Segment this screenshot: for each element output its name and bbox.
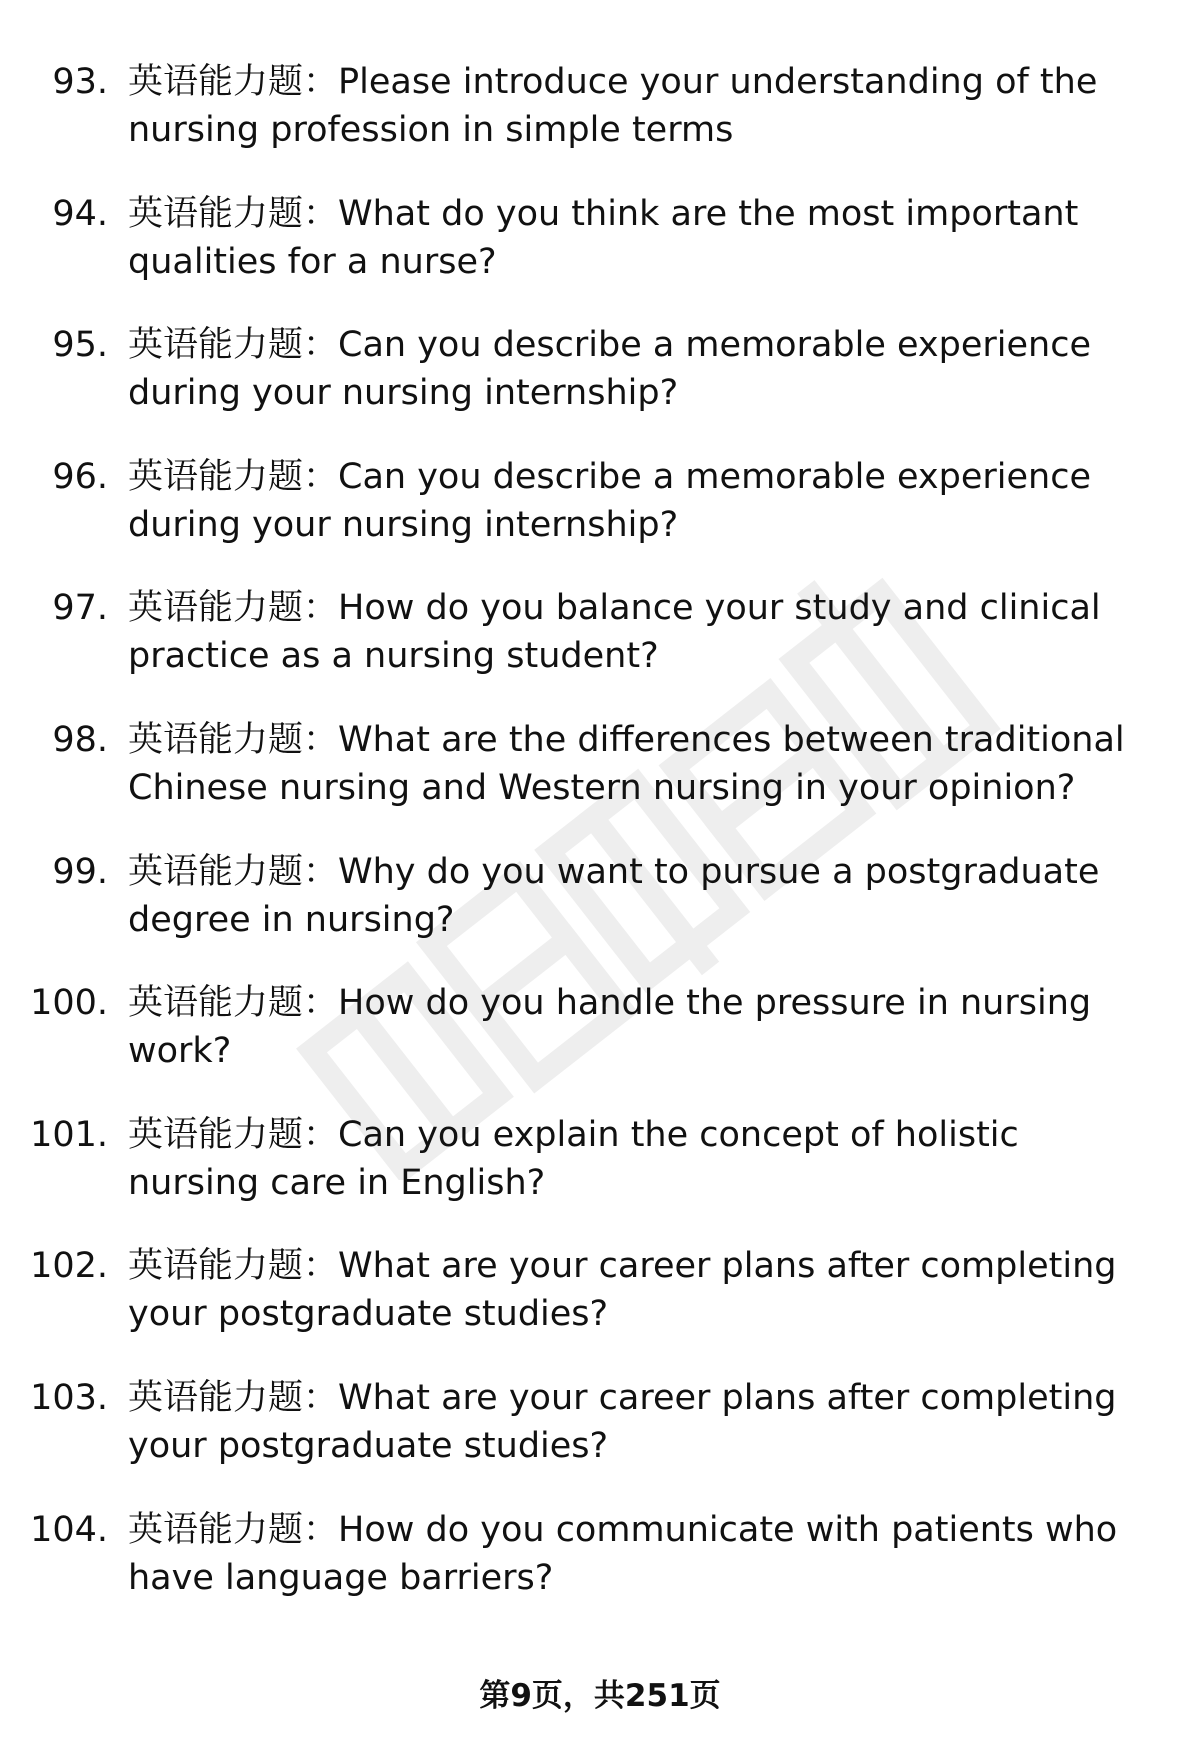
question-category: 英语能力题： <box>128 1509 339 1550</box>
question-body <box>128 321 1158 417</box>
question-number: 103. <box>30 1377 108 1418</box>
question-text: What are the differences between traditional Chinese nursing and Western nursing in your opinion? <box>128 719 1125 808</box>
question-category: 英语能力题： <box>128 983 339 1024</box>
question-body <box>128 848 1158 944</box>
page-footer: 第9页，共251页 <box>479 1678 721 1714</box>
list-item <box>0 453 1200 585</box>
list-item <box>0 1111 1200 1243</box>
list-item <box>0 979 1200 1111</box>
list-item <box>0 1506 1200 1638</box>
question-body <box>128 584 1158 680</box>
list-item <box>0 190 1200 322</box>
question-text: Why do you want to pursue a postgraduate degree in nursing? <box>128 851 1100 940</box>
question-category: 英语能力题： <box>128 1377 339 1418</box>
question-number: 95. <box>52 325 108 366</box>
question-text: How do you handle the pressure in nursing work? <box>128 983 1092 1072</box>
question-text: How do you balance your study and clinical practice as a nursing student? <box>128 588 1101 677</box>
question-number: 100. <box>30 983 108 1024</box>
list-item <box>0 321 1200 453</box>
question-category: 英语能力题： <box>128 456 339 497</box>
question-category: 英语能力题： <box>128 851 339 892</box>
list-item <box>0 716 1200 848</box>
question-number: 93. <box>52 62 108 102</box>
question-category: 英语能力题： <box>128 193 339 234</box>
question-text: Can you describe a memorable experience during your nursing internship? <box>128 325 1091 414</box>
list-item <box>0 1374 1200 1506</box>
question-text: Can you describe a memorable experience during your nursing internship? <box>128 456 1091 545</box>
question-text: Please introduce your understanding of the nursing profession in simple terms <box>128 62 1098 150</box>
question-number: 94. <box>52 193 108 234</box>
question-number: 98. <box>52 719 108 760</box>
question-body <box>128 1374 1158 1470</box>
question-category: 英语能力题： <box>128 62 339 102</box>
question-list <box>0 58 1200 1637</box>
question-body <box>128 58 1158 154</box>
question-body <box>128 1111 1158 1207</box>
question-number: 97. <box>52 588 108 629</box>
question-body <box>128 716 1158 812</box>
question-body <box>128 1242 1158 1338</box>
question-category: 英语能力题： <box>128 588 339 629</box>
question-body <box>128 190 1158 286</box>
question-number: 99. <box>52 851 108 892</box>
question-text: What are your career plans after completing your postgraduate studies? <box>128 1377 1117 1466</box>
question-number: 96. <box>52 456 108 497</box>
question-number: 102. <box>30 1246 108 1287</box>
question-body <box>128 1506 1158 1602</box>
question-category: 英语能力题： <box>128 719 339 760</box>
question-text: Can you explain the concept of holistic nursing care in English? <box>128 1114 1019 1203</box>
question-text: How do you communicate with patients who have language barriers? <box>128 1509 1118 1598</box>
question-body <box>128 979 1158 1075</box>
question-category: 英语能力题： <box>128 1114 339 1155</box>
question-number: 101. <box>30 1114 108 1155</box>
question-text: What do you think are the most important qualities for a nurse? <box>128 193 1079 282</box>
list-item <box>0 58 1200 190</box>
question-number: 104. <box>30 1509 108 1550</box>
list-item <box>0 1242 1200 1374</box>
question-text: What are your career plans after completing your postgraduate studies? <box>128 1246 1117 1335</box>
question-category: 英语能力题： <box>128 325 339 366</box>
question-body <box>128 453 1158 549</box>
list-item <box>0 848 1200 980</box>
question-category: 英语能力题： <box>128 1246 339 1287</box>
list-item <box>0 584 1200 716</box>
